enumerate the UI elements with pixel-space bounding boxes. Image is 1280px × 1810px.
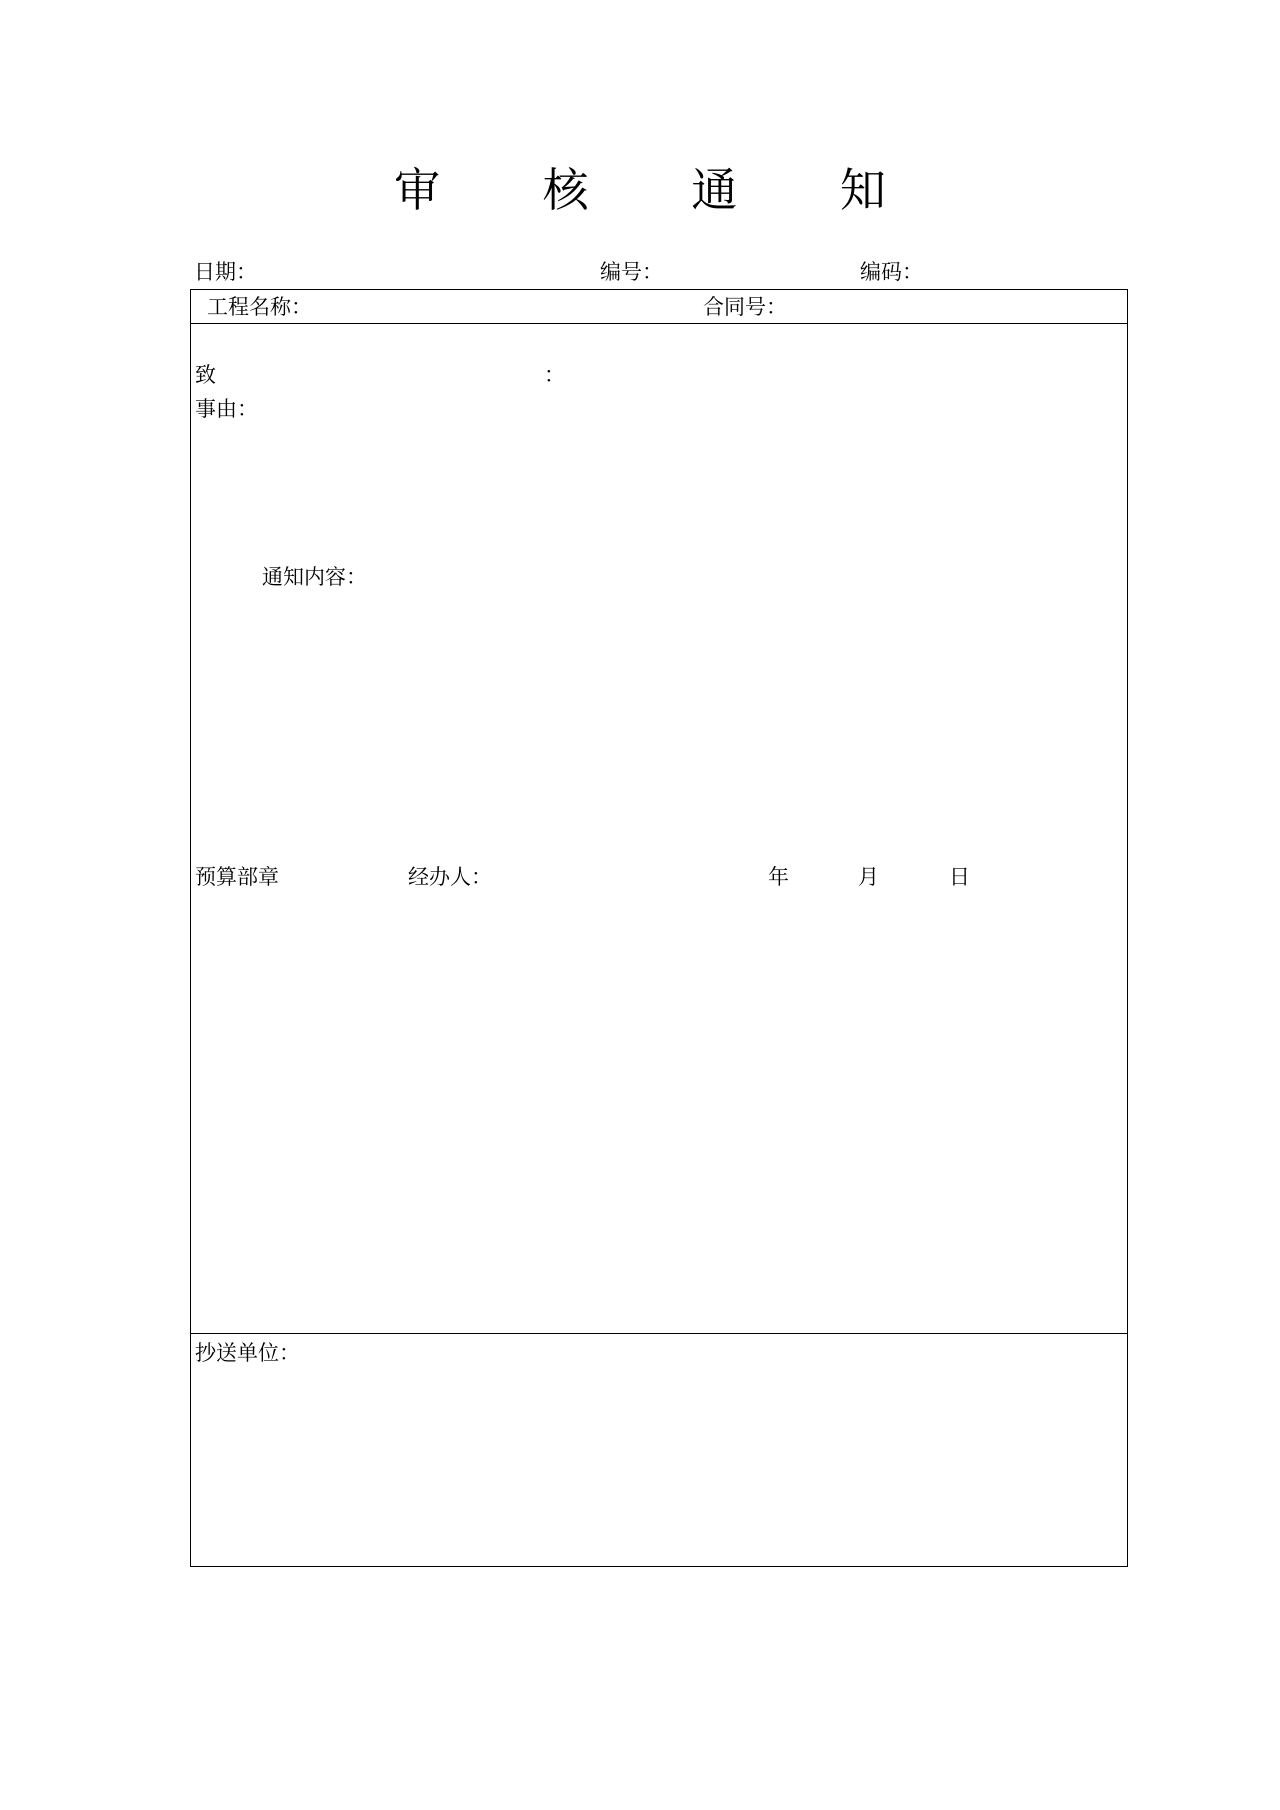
month-label: 月 <box>858 865 879 889</box>
document-title: 审 核 通 知 <box>394 163 930 217</box>
handler-label: 经办人： <box>408 865 492 889</box>
recipient-colon: ： <box>544 363 565 387</box>
budget-dept-seal-label: 预算部章 <box>195 865 279 889</box>
code-label: 编码： <box>860 260 923 284</box>
notice-content-label: 通知内容： <box>262 565 367 589</box>
notice-form-table <box>190 289 1128 1567</box>
day-label: 日 <box>949 865 970 889</box>
year-label: 年 <box>768 865 789 889</box>
project-name-label: 工程名称： <box>207 295 312 319</box>
contract-number-label: 合同号： <box>703 295 787 319</box>
cc-section-divider <box>190 1333 1128 1334</box>
cc-units-label: 抄送单位： <box>195 1341 300 1365</box>
recipient-label: 致 <box>195 363 216 387</box>
header-row-divider <box>190 323 1128 324</box>
date-label: 日期： <box>194 260 257 284</box>
reason-label: 事由： <box>195 397 258 421</box>
serial-number-label: 编号： <box>600 260 663 284</box>
